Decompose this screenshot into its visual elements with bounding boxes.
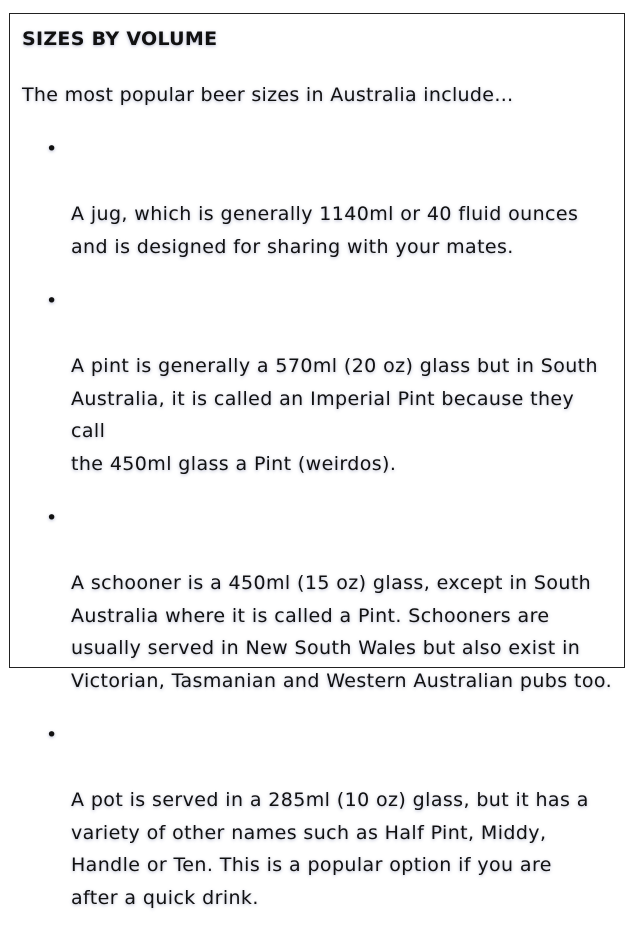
bullet-icon: •: [46, 138, 58, 160]
section-heading: SIZES BY VOLUME: [22, 28, 218, 50]
list-item-text: A pot is served in a 285ml (10 oz) glass, but it has a variety of other names such as Half Pint, Middy, Handle or Ten. This is a popular option if you are after a quick drink.: [71, 789, 589, 909]
bullet-icon: •: [46, 290, 58, 312]
bullet-icon: •: [46, 507, 58, 529]
text-content: [22, 25, 612, 936]
list-item-pint: [22, 285, 612, 480]
list-item-jug: [22, 133, 612, 263]
beer-size-list: [22, 133, 612, 914]
list-item-text: A schooner is a 450ml (15 oz) glass, except in South Australia where it is called a Pint. Schooners are usually served in New South Wales but also exist in Victorian, Tasmanian and Western Australian pubs too.: [71, 572, 613, 692]
list-item-pot: [22, 719, 612, 914]
content-frame: [9, 13, 625, 909]
bullet-icon: •: [46, 724, 58, 746]
list-item-text: A pint is generally a 570ml (20 oz) glass but in South Australia, it is called an Imperial Pint because they call the 450ml glass a Pint (weirdos).: [71, 355, 598, 475]
intro-text: The most popular beer sizes in Australia include…: [22, 84, 514, 106]
list-item-schooner: [22, 502, 612, 697]
list-item-text: A jug, which is generally 1140ml or 40 fluid ounces and is designed for sharing with your mates.: [71, 203, 579, 258]
